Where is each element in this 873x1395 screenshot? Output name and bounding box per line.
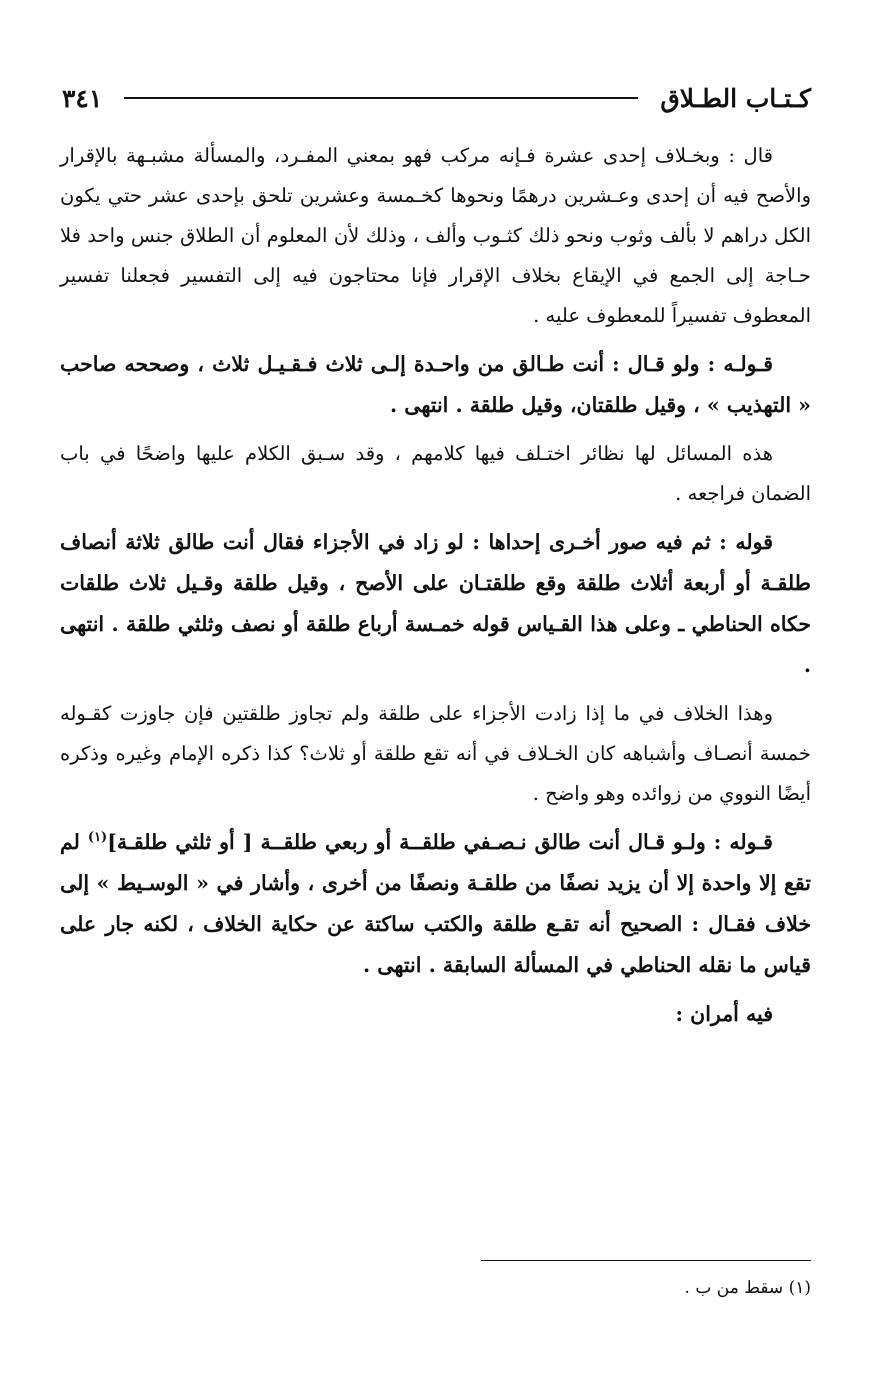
quotation-text: لم تقع إلا واحدة إلا أن يزيد نصفًا من طلقـة ونصفًا من أخرى ، وأشار في « الوسـيط » إلى خلاف فقـال : الصحيح أنه تقـع طلقة والكتب ساكتة عن حكاية الخلاف ، لكنه جار على قياس ما نقله الحناطي في المسألة السابقة . انتهى . <box>60 830 811 977</box>
paragraph-commentary: هذه المسائل لها نظائر اختـلف فيها كلامهم ، وقد سـبق الكلام عليها واضحًا في باب الضمان فراجعه . <box>60 442 811 505</box>
running-header <box>62 76 811 120</box>
paragraph-quotation <box>60 822 811 986</box>
quotation-text: قـوله : ولـو قـال أنت طالق نـصـفي طلقــة أو ربعي طلقــة [ أو ثلثي طلقـة] <box>107 830 773 854</box>
paragraph-commentary: قال : وبخـلاف إحدى عشرة فـإنه مركب فهو بمعني المفـرد، والمسألة مشبـهة بالإقرار والأصح فيه أن إحدى وعـشرين درهمًا ونحوها كخـمسة وعشرين تلحق بإحدى عشر حتي يكون الكل دراهم لا بألف وثوب ونحو ذلك كثـوب وألف ، وذلك لأن المعلوم أن الطلاق جنس واحد فلا حـاجة إلى الجمع في الإيقاع بخلاف الإقرار فإنا محتاجون فيه إلى التفسير فجعلنا تفسير المعطوف تفسيراً للمعطوف عليه . <box>60 144 811 327</box>
paragraph-commentary: وهذا الخلاف في ما إذا زادت الأجزاء على طلقة ولم تجاوز طلقتين فإن جاوزت كقـوله خمسة أنصـاف وأشباهه كان الخـلاف في أنه تقع طلقة أو ثلاث؟ كذا ذكره الإمام وغيره وذكره أيضًا النووي من زوائده وهو واضح . <box>60 702 811 805</box>
footnote: (١) سقط من ب . <box>684 1278 811 1298</box>
chapter-title: كـتـاب الطـلاق <box>660 83 811 113</box>
paragraph-quotation: قوله : ثم فيه صور أخـرى إحداها : لو زاد في الأجزاء فقال أنت طالق ثلاثة أنصاف طلقـة أو أربعة أثلاث طلقة وقع طلقتـان على الأصح ، وقيل طلقة وقـيل ثلاث طلقات حكاه الحناطي ـ وعلى هذا القـياس قوله خمـسة أرباع طلقة أو نصف وثلثي طلقة . انتهى . <box>60 530 811 677</box>
page-number: ٣٤١ <box>62 83 103 113</box>
footnote-separator <box>481 1260 811 1261</box>
footnote-reference[interactable]: (١) <box>87 830 108 846</box>
main-text <box>60 136 811 1035</box>
paragraph-heading: فيه أمران : <box>675 1002 773 1026</box>
header-rule <box>124 97 638 99</box>
paragraph-quotation: قـولـه : ولو قـال : أنت طـالق من واحـدة إلـى ثلاث فـقـيـل ثلاث ، وصححه صاحب « التهذيب » ، وقيل طلقتان، وقيل طلقة . انتهى . <box>60 352 811 417</box>
